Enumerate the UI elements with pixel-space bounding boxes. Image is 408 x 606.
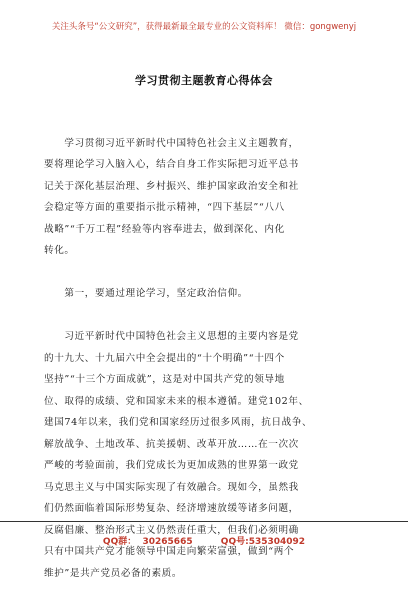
footer-divider bbox=[0, 521, 408, 522]
paragraph-theory: 习近平新时代中国特色社会主义思想的主要内容是党 的十九大、十九届六中全会提出的“十个明确”“十四个 坚持”“十三个方面成就”，这是对中国共产党的领导地 位、取得的成绩、党和国家未来的根本遵循。建党102年、 建国74年以来，我们党和国家经历过很多风雨，抗日战争、 解放战争、土地改革、抗美援朝、改革开放……在一次次 严峻的考验面前，我们党成长为更加成熟的世界第一政党 马克思主义与中国实际实现了有效融合。现如今，虽然我 们仍然面临着国际形势复杂、经济增速放缓等诸多问题， 反腐倡廉、整治形式主义仍然责任重大，但我们必须明确 只有中国共产党才能领导中国走向繁荣富强，做到“两个 维护”是共产党员必备的素质。 bbox=[44, 331, 313, 579]
top-banner: 关注头条号“公文研究”，获得最新最全最专业的公文资料库！ 微信：gongwenyj bbox=[51, 22, 357, 32]
footer-contact: QQ群： 30265665 QQ号:535304092 bbox=[102, 537, 306, 547]
paragraph-intro: 学习贯彻习近平新时代中国特色社会主义主题教育， 要将理论学习入脑入心，结合自身工作实际把习近平总书 记关于深化基层治理、乡村振兴、维护国家政治安全和社 会稳定等方面的重要指示批示精神，“四下基层”“八八 战略”“千万工程”经验等内容奉进去，做到深化、内化 转化。 bbox=[44, 137, 299, 256]
document-title: 学习贯彻主题教育心得体会 bbox=[135, 74, 273, 87]
paragraph-heading-first: 第一，要通过理论学习，坚定政治信仰。 bbox=[44, 288, 248, 299]
document-body bbox=[44, 111, 366, 606]
